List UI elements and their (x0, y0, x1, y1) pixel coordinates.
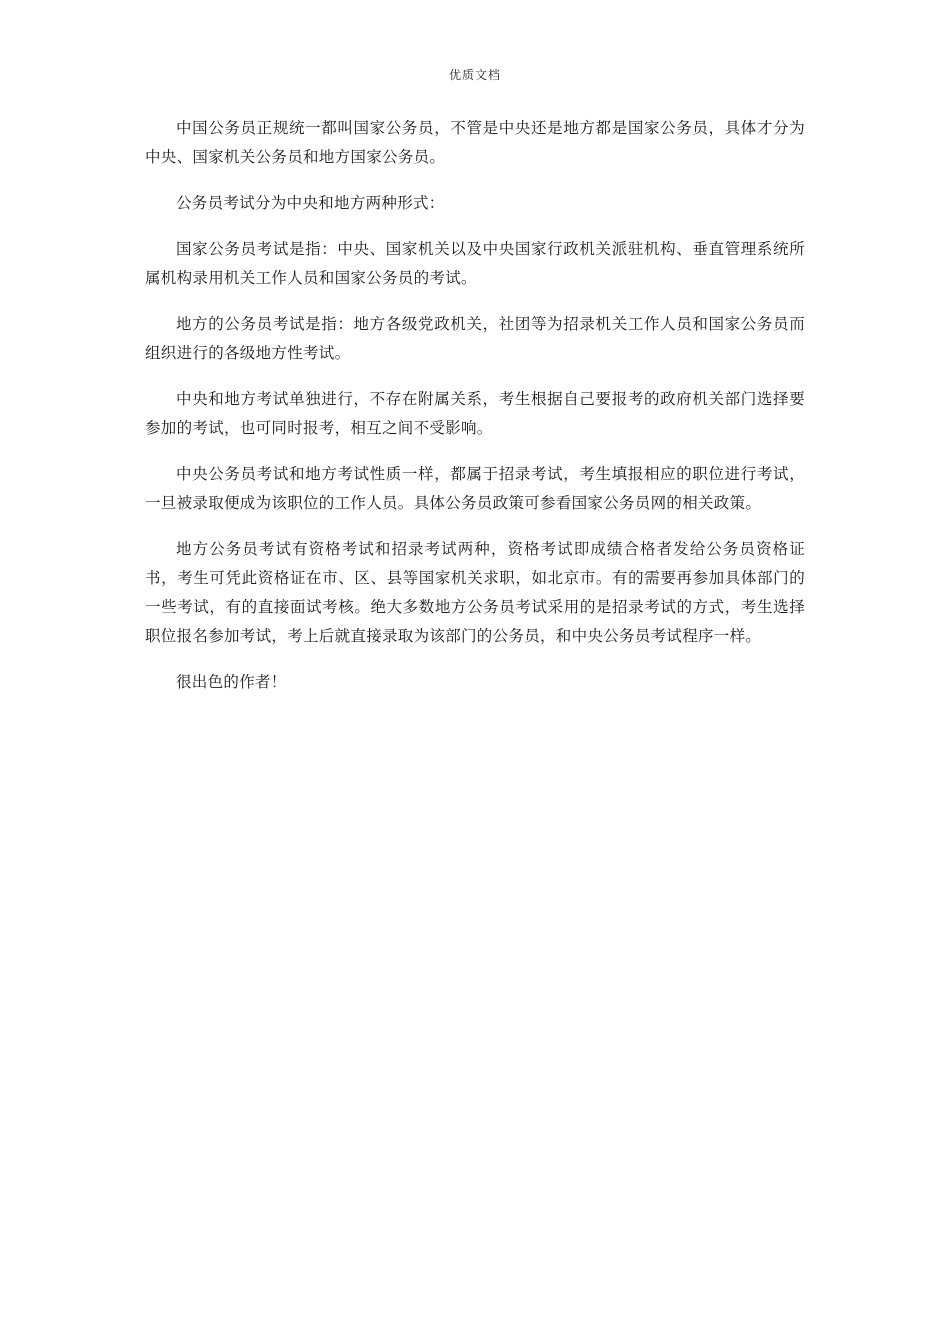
paragraph: 中央公务员考试和地方考试性质一样，都属于招录考试，考生填报相应的职位进行考试，一旦被录取便成为该职位的工作人员。具体公务员政策可参看国家公务员网的相关政策。 (145, 465, 805, 512)
paragraph: 公务员考试分为中央和地方两种形式： (176, 194, 445, 212)
paragraph: 地方的公务员考试是指：地方各级党政机关，社团等为招录机关工作人员和国家公务员而组织进行的各级地方性考试。 (145, 315, 805, 362)
paragraph: 很出色的作者！ (176, 673, 287, 691)
paragraph: 国家公务员考试是指：中央、国家机关以及中央国家行政机关派驻机构、垂直管理系统所属机构录用机关工作人员和国家公务员的考试。 (145, 240, 805, 287)
paragraph: 地方公务员考试有资格考试和招录考试两种，资格考试即成绩合格者发给公务员资格证书，考生可凭此资格证在市、区、县等国家机关求职，如北京市。有的需要再参加具体部门的一些考试，有的直接面试考核。绝大多数地方公务员考试采用的是招录考试的方式，考生选择职位报名参加考试，考上后就直接录取为该部门的公务员，和中央公务员考试程序一样。 (145, 540, 805, 645)
document-body (145, 114, 805, 714)
paragraph: 中国公务员正规统一都叫国家公务员，不管是中央还是地方都是国家公务员，具体才分为中央、国家机关公务员和地方国家公务员。 (145, 119, 805, 166)
page-header: 优质文档 (448, 68, 501, 82)
paragraph: 中央和地方考试单独进行，不存在附属关系，考生根据自己要报考的政府机关部门选择要参加的考试，也可同时报考，相互之间不受影响。 (145, 390, 805, 437)
